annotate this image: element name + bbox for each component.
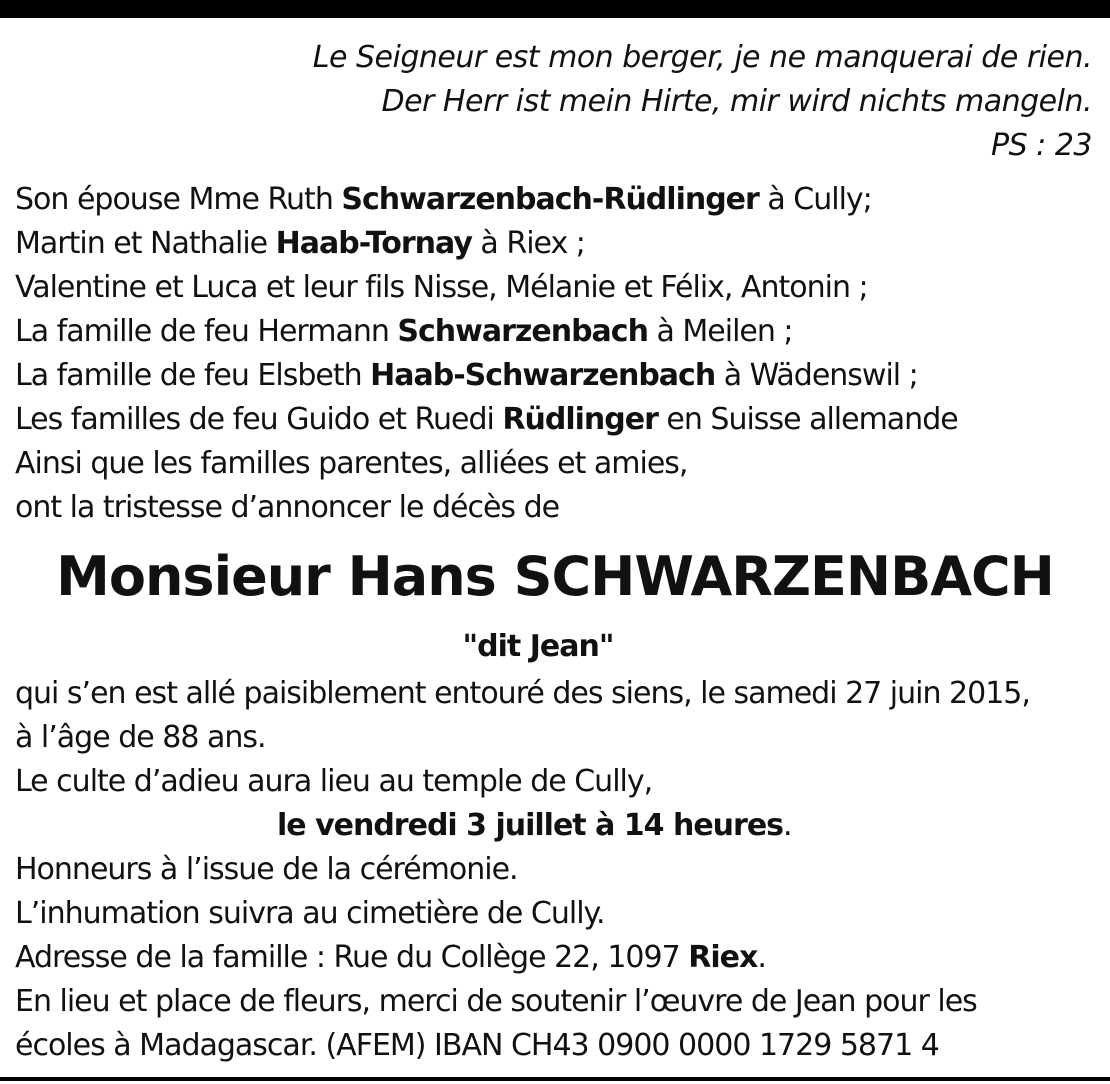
address-town: Riex bbox=[688, 940, 758, 975]
family-surname: Haab-Tornay bbox=[275, 226, 472, 261]
deceased-name: Monsieur Hans SCHWARZENBACH bbox=[56, 545, 1054, 608]
family-line-7: Ainsi que les familles parentes, alliées et amies, bbox=[15, 446, 688, 481]
family-line-8: ont la tristesse d’annoncer le décès de bbox=[15, 490, 560, 525]
details-line-8: En lieu et place de fleurs, merci de soutenir l’œuvre de Jean pour les bbox=[15, 984, 977, 1019]
bottom-border-rule bbox=[0, 1077, 1110, 1081]
family-address: Adresse de la famille : Rue du Collège 22, 1097 Riex. bbox=[15, 940, 766, 975]
service-datetime-bold: le vendredi 3 juillet à 14 heures bbox=[277, 808, 784, 843]
family-surname: Schwarzenbach-Rüdlinger bbox=[341, 182, 759, 217]
details-line-5: Honneurs à l’issue de la cérémonie. bbox=[15, 852, 518, 887]
verse-reference: PS : 23 bbox=[991, 128, 1092, 163]
family-surname: Rüdlinger bbox=[502, 402, 658, 437]
family-line-2: Martin et Nathalie Haab-Tornay à Riex ; bbox=[15, 226, 585, 261]
details-line-9: écoles à Madagascar. (AFEM) IBAN CH43 0900 0000 1729 5871 4 bbox=[15, 1028, 939, 1063]
family-line-4: La famille de feu Hermann Schwarzenbach à Meilen ; bbox=[15, 314, 793, 349]
bible-verse bbox=[313, 36, 1092, 168]
family-line-5: La famille de feu Elsbeth Haab-Schwarzenbach à Wädenswil ; bbox=[15, 358, 918, 393]
details-line-1: qui s’en est allé paisiblement entouré des siens, le samedi 27 juin 2015, bbox=[15, 676, 1030, 711]
service-datetime: le vendredi 3 juillet à 14 heures. bbox=[277, 808, 792, 843]
deceased-nickname: "dit Jean" bbox=[462, 629, 614, 664]
top-border-rule bbox=[0, 0, 1110, 18]
details-line-6: L’inhumation suivra au cimetière de Cully. bbox=[15, 896, 605, 931]
family-surname: Schwarzenbach bbox=[397, 314, 648, 349]
family-line-3: Valentine et Luca et leur fils Nisse, Mélanie et Félix, Antonin ; bbox=[15, 270, 868, 305]
funeral-details bbox=[15, 672, 1101, 1068]
details-line-2: à l’âge de 88 ans. bbox=[15, 720, 266, 755]
family-surname: Haab-Schwarzenbach bbox=[370, 358, 716, 393]
family-line-6: Les familles de feu Guido et Ruedi Rüdlinger en Suisse allemande bbox=[15, 402, 958, 437]
verse-french: Le Seigneur est mon berger, je ne manquerai de rien. bbox=[312, 40, 1092, 75]
family-line-1: Son épouse Mme Ruth Schwarzenbach-Rüdlinger à Cully; bbox=[15, 182, 872, 217]
details-line-3: Le culte d’adieu aura lieu au temple de Cully, bbox=[15, 764, 653, 799]
family-announcement bbox=[15, 178, 958, 530]
verse-german: Der Herr ist mein Hirte, mir wird nichts mangeln. bbox=[381, 84, 1092, 119]
